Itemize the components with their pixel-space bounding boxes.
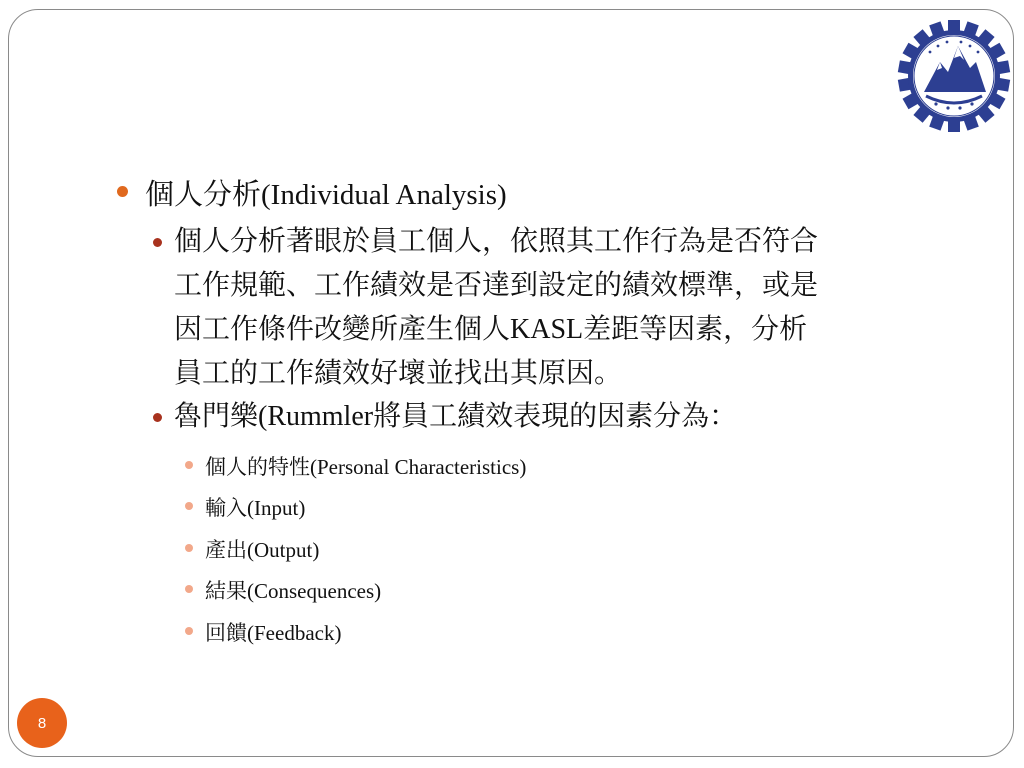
level3-bullet-icon bbox=[185, 544, 193, 552]
institute-gear-mountain-logo-icon bbox=[896, 18, 1012, 134]
level3-bullet-icon bbox=[185, 627, 193, 635]
factor-item: 回饋(Feedback) bbox=[205, 621, 342, 645]
level2-bullet-icon bbox=[153, 413, 162, 422]
level3-bullet-icon bbox=[185, 585, 193, 593]
level1-bullet-icon bbox=[117, 186, 128, 197]
factor-item: 結果(Consequences) bbox=[205, 579, 382, 603]
level3-bullet-icon bbox=[185, 461, 193, 469]
factor-item: 輸入(Input) bbox=[205, 496, 306, 520]
factor-item: 個人的特性(Personal Characteristics) bbox=[205, 455, 527, 479]
bullet-line: 工作規範、工作績效是否達到設定的績效標準，或是 bbox=[174, 270, 819, 301]
level2-bullet-icon bbox=[153, 238, 162, 247]
bullet-line: 魯門樂(Rummler將員工績效表現的因素分為： bbox=[174, 401, 738, 432]
bullet-line: 員工的工作績效好壞並找出其原因。 bbox=[174, 358, 623, 389]
level3-bullet-icon bbox=[185, 502, 193, 510]
bullet-line: 因工作條件改變所產生個人KASL差距等因素，分析 bbox=[174, 314, 808, 345]
section-heading: 個人分析(Individual Analysis) bbox=[145, 179, 507, 211]
bullet-line: 個人分析著眼於員工個人，依照其工作行為是否符合 bbox=[174, 226, 819, 257]
page-number: 8 bbox=[37, 714, 47, 732]
page-number-badge bbox=[17, 698, 67, 748]
factor-item: 產出(Output) bbox=[205, 538, 320, 562]
